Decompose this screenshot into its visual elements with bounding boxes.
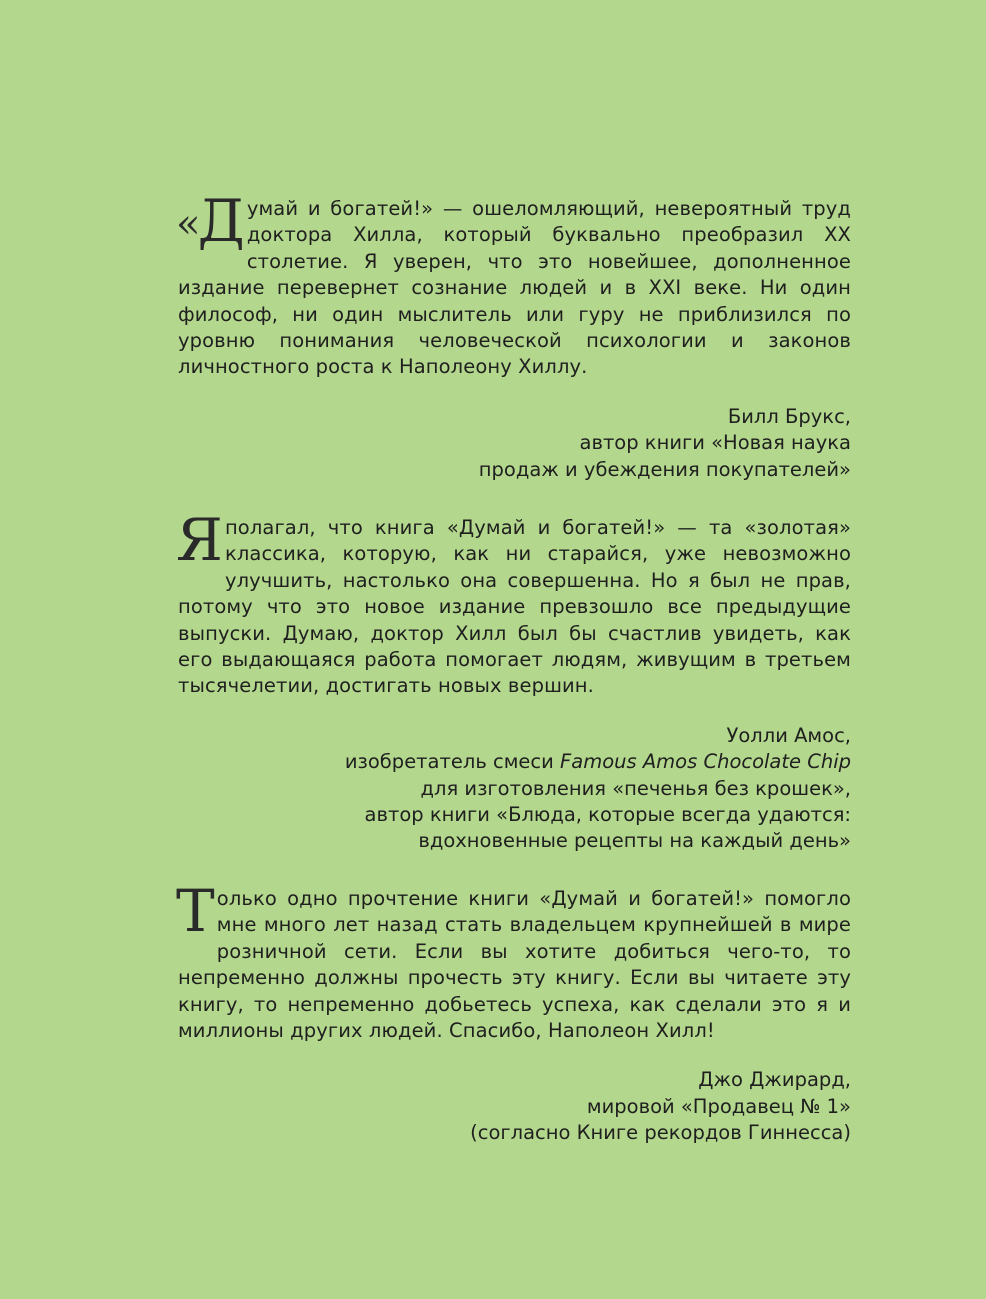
author-credit-line: автор книги «Новая наука — [579, 431, 851, 455]
drop-cap: Т — [176, 877, 215, 945]
author-credit-line: автор книги «Блюда, которые всегда удаются: — [364, 803, 851, 827]
testimonial-joe-girard — [176, 877, 851, 1147]
author-credit-line: изобретатель смеси Famous Amos Chocolate Chip — [344, 750, 851, 774]
author-name: Уолли Амос, — [726, 723, 851, 747]
author-credit-line: вдохновенные рецепты на каждый день» — [418, 829, 851, 853]
author-credit-line: продаж и убеждения покупателей» — [478, 457, 851, 481]
quote-text: Только одно прочтение книги «Думай и богатей!» помогло мне много лет назад стать владельцем крупнейшей в мире розничной сети. Если вы хотите добиться чего-то, то непременно должны прочесть эту книгу. Если вы читаете эту книгу, то непременно добьетесь успеха, как сделали это я и миллионы других людей. Спасибо, Наполеон Хилл! — [176, 877, 851, 1043]
product-name: Famous Amos Chocolate Chip — [560, 750, 851, 774]
author-name: Джо Джирард, — [698, 1068, 851, 1092]
quote-text: «Д умай и богатей!» — ошеломляющий, невероятный труд доктора Хилла, который буквально преобразил XX столетие. Я уверен, что это новейшее, дополненное издание перевернет сознание людей и в XXI веке. Ни один философ, ни один мыслитель или гуру не приблизился по уровню понимания человеческой психологии и законов личностного роста к Наполеону Хиллу. — [176, 187, 851, 379]
attribution — [178, 1067, 851, 1146]
quote-text: Яполагал, что книга «Думай и богатей!» — та «золотая» классика, которую, как ни старайся, уже невозможно улучшить, настолько она совершенна. Но я был не прав, потому что это новое издание превзошло все предыдущие выпуски. Думаю, доктор Хилл был бы счастлив увидеть, как его выдающаяся работа помогает людям, живущим в третьем тысячелетии, достигать новых вершин. — [176, 506, 851, 698]
attribution — [178, 723, 851, 855]
testimonial-bill-brooks — [176, 187, 851, 483]
author-credit-line: (согласно Книге рекордов Гиннесса) — [470, 1121, 851, 1145]
testimonial-wally-amos — [176, 506, 851, 855]
drop-cap: Я — [176, 506, 223, 574]
author-credit-line: для изготовления «печенья без крошек», — [420, 776, 851, 800]
drop-cap: «Д — [176, 187, 245, 255]
author-credit-line: мировой «Продавец № 1» — [586, 1094, 851, 1118]
attribution — [178, 404, 851, 483]
author-name: Билл Брукс, — [727, 404, 851, 428]
